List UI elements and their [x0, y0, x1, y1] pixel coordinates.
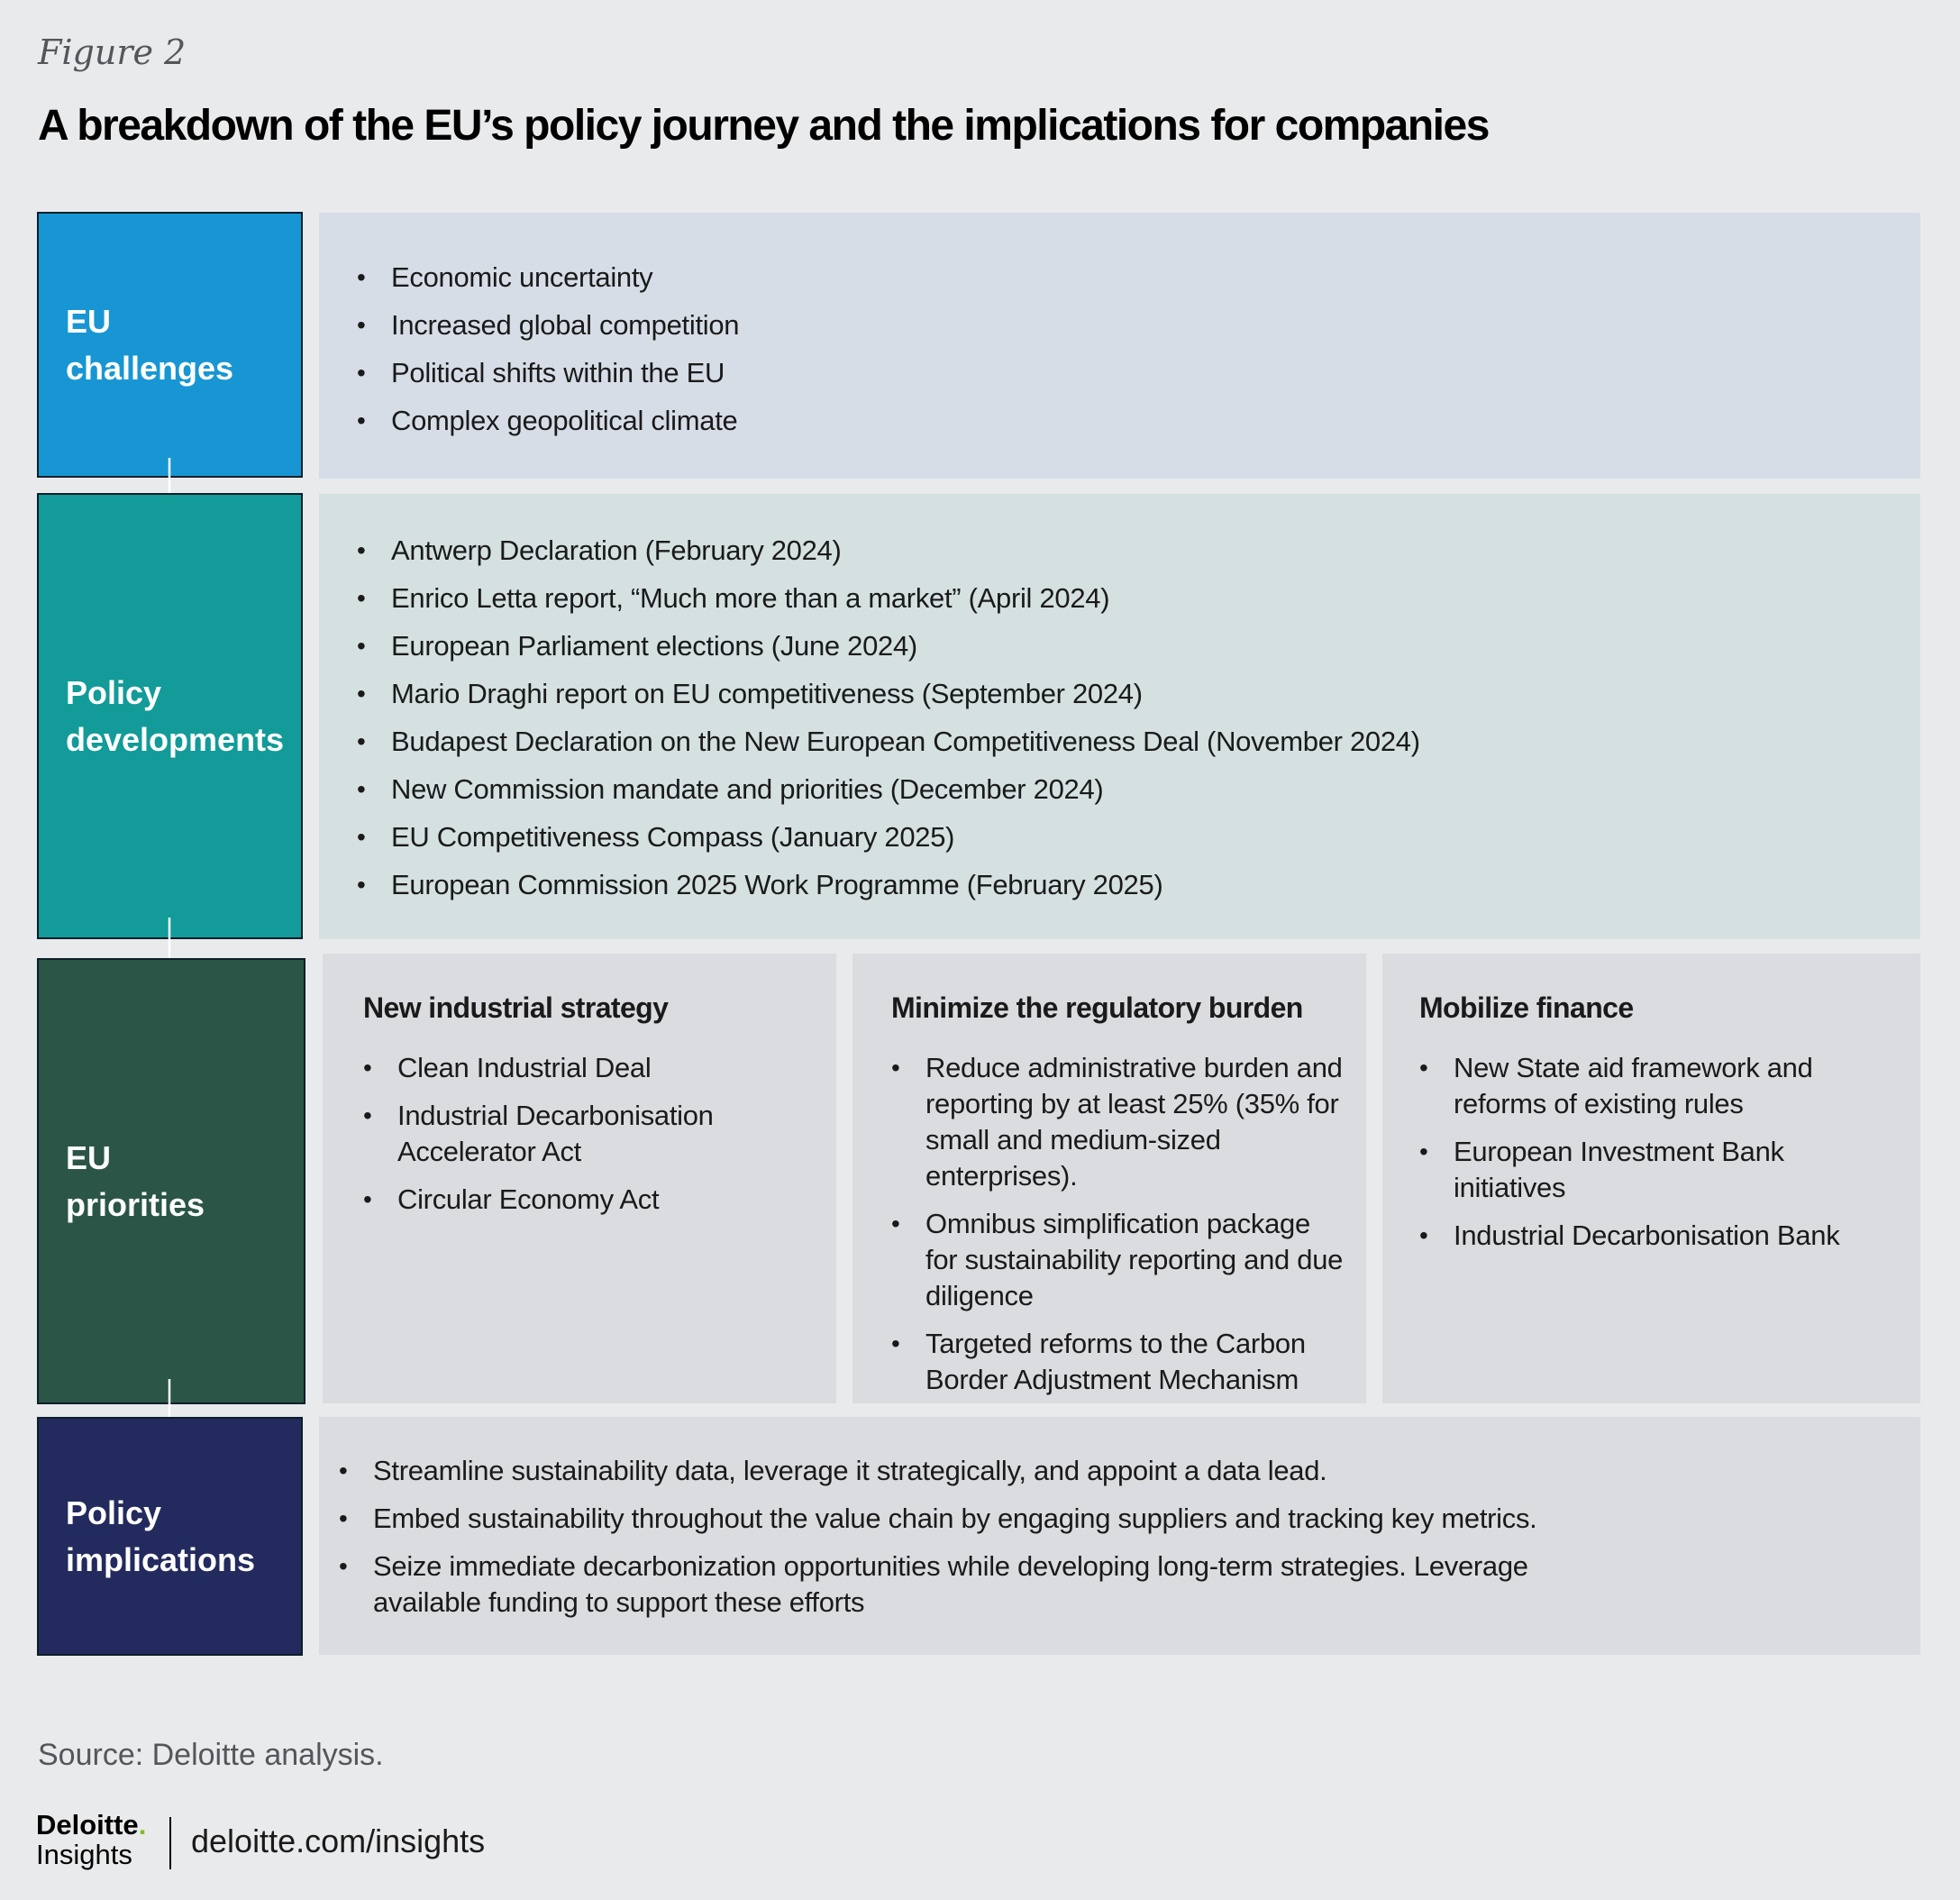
panel-priority-industrial: [323, 954, 836, 1403]
list-item: • Mario Draghi report on EU competitiveness (September 2024): [357, 676, 1920, 712]
logo-dot: .: [138, 1809, 147, 1841]
list-item: • European Parliament elections (June 2024): [357, 628, 1920, 664]
label-policy-developments: [37, 493, 303, 939]
list-item: • Embed sustainability throughout the value chain by engaging suppliers and tracking key metrics.: [339, 1501, 1578, 1537]
label-line: challenges: [66, 349, 234, 387]
label-line: EU: [66, 1138, 112, 1176]
list-item: • Clean Industrial Deal: [363, 1050, 809, 1086]
source-note: Source: Deloitte analysis.: [38, 1738, 384, 1772]
list-item: • Targeted reforms to the Carbon Border Adjustment Mechanism: [891, 1326, 1348, 1398]
column-title: Minimize the regulatory burden: [891, 991, 1303, 1024]
list-item: • Omnibus simplification package for sustainability reporting and due diligence: [891, 1206, 1348, 1314]
list-item: • Complex geopolitical climate: [357, 403, 1920, 439]
label-policy-implications: [37, 1417, 303, 1656]
logo-insights: Insights: [36, 1839, 132, 1870]
label-line: Policy: [66, 673, 162, 711]
list-item: • Political shifts within the EU: [357, 355, 1920, 391]
label-line: Policy: [66, 1494, 162, 1531]
label-eu-challenges: [37, 212, 303, 478]
developments-list: [357, 533, 1920, 903]
footer-url: deloitte.com/insights: [191, 1822, 486, 1859]
column-title: Mobilize finance: [1419, 991, 1634, 1024]
list-item: • Reduce administrative burden and reporting by at least 25% (35% for small and medium-sized enterprises).: [891, 1050, 1348, 1194]
label-line: priorities: [66, 1185, 205, 1223]
list-item: • Economic uncertainty: [357, 260, 1920, 296]
priority-list: [1419, 1050, 1902, 1254]
panel-policy-implications: [319, 1417, 1920, 1655]
list-item: • Increased global competition: [357, 307, 1920, 343]
implications-list: [339, 1453, 1578, 1621]
list-item: • New State aid framework and reforms of existing rules: [1419, 1050, 1902, 1122]
label-line: developments: [66, 720, 285, 758]
list-item: • Antwerp Declaration (February 2024): [357, 533, 1920, 569]
panel-priority-finance: [1382, 954, 1920, 1403]
list-item: • Budapest Declaration on the New European Competitiveness Deal (November 2024): [357, 724, 1920, 760]
priority-list: [891, 1050, 1348, 1398]
figure-label: Figure 2: [38, 32, 187, 72]
priority-list: [363, 1050, 809, 1218]
list-item: • Seize immediate decarbonization opportunities while developing long-term strategies. Leverage available funding to support these efforts: [339, 1548, 1578, 1621]
list-item: • Streamline sustainability data, leverage it strategically, and appoint a data lead.: [339, 1453, 1578, 1489]
label-eu-priorities: [37, 958, 305, 1404]
label-line: EU: [66, 302, 112, 340]
panel-policy-developments: [319, 494, 1920, 939]
panel-eu-challenges: [319, 213, 1920, 479]
deloitte-logo: [36, 1809, 146, 1841]
list-item: • New Commission mandate and priorities (December 2024): [357, 772, 1920, 808]
list-item: • European Commission 2025 Work Programme (February 2025): [357, 867, 1920, 903]
list-item: • Industrial Decarbonisation Bank: [1419, 1218, 1902, 1254]
figure-title: A breakdown of the EU’s policy journey and the implications for companies: [38, 102, 1489, 150]
panel-priority-regulatory: [852, 954, 1366, 1403]
list-item: • Circular Economy Act: [363, 1182, 809, 1218]
logo-wordmark: Deloitte: [36, 1809, 139, 1841]
label-line: implications: [66, 1540, 256, 1578]
list-item: • European Investment Bank initiatives: [1419, 1134, 1902, 1206]
column-title: New industrial strategy: [363, 991, 669, 1024]
list-item: • Industrial Decarbonisation Accelerator Act: [363, 1098, 809, 1170]
list-item: • Enrico Letta report, “Much more than a market” (April 2024): [357, 580, 1920, 617]
footer-divider: [169, 1817, 171, 1869]
list-item: • EU Competitiveness Compass (January 2025): [357, 819, 1920, 855]
challenges-list: [357, 260, 1920, 439]
